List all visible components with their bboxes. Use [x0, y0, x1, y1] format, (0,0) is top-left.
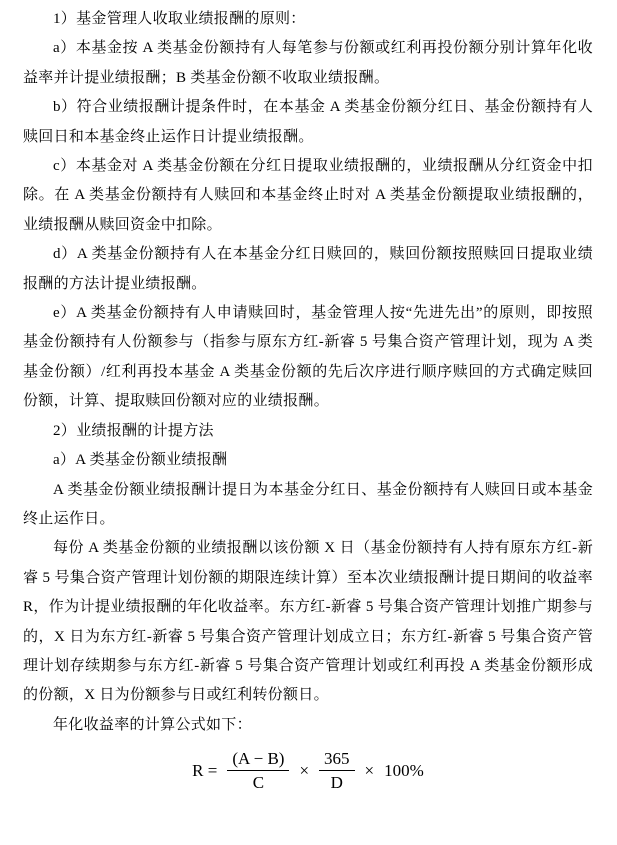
- formula-fraction-1-numerator: (A − B): [227, 748, 289, 771]
- formula-multiply-sign-2: ×: [364, 760, 375, 780]
- formula-result: 100%: [384, 760, 424, 780]
- paragraph-principle-c: c）本基金对 A 类基金份额在分红日提取业绩报酬的，业绩报酬从分红资金中扣除。在 A 类基金份额持有人赎回和本基金终止时对 A 类基金份额提取业绩报酬的，业绩报酬从赎回资金中扣除。: [23, 158, 593, 233]
- annualized-return-formula: [23, 748, 593, 794]
- paragraph-principle-d: d）A 类基金份额持有人在本基金分红日赎回的，赎回份额按照赎回日提取业绩报酬的方法计提业绩报酬。: [23, 246, 593, 292]
- paragraph-calculation-detail: 每份 A 类基金份额的业绩报酬以该份额 X 日（基金份额持有人持有原东方红-新睿 5 号集合资产管理计划份额的期限连续计算）至本次业绩报酬计提日期间的收益率 R，作为计提业绩报酬的年化收益率。东方红-新睿 5 号集合资产管理计划推广期参与的，X 日为东方红-新睿 5 号集合资产管理计划成立日；东方红-新睿 5 号集合资产管理计划存续期参与东方红-新睿 5 号集合资产管理计划或红利再投 A 类基金份额形成的份额，X 日为份额参与日或红利转份额日。: [23, 540, 593, 704]
- formula-fraction-2-numerator: 365: [319, 748, 355, 771]
- formula-fraction-2-denominator: D: [330, 773, 343, 793]
- paragraph-formula-intro: 年化收益率的计算公式如下：: [53, 716, 252, 733]
- paragraph-principle-e: e）A 类基金份额持有人申请赎回时，基金管理人按“先进先出”的原则，即按照基金份额持有人份额参与（指参与原东方红-新睿 5 号集合资产管理计划，现为 A 类基金份额）/红利再投本基金 A 类基金份额的先后次序进行顺序赎回的方式确定赎回份额，计算、提取赎回份额对应的业绩报酬。: [23, 305, 593, 410]
- formula-fraction-1: [227, 748, 289, 794]
- paragraph-method-heading: 2）业绩报酬的计提方法: [53, 422, 214, 439]
- paragraph-accrual-date: A 类基金份额业绩报酬计提日为本基金分红日、基金份额持有人赎回日或本基金终止运作日。: [23, 481, 593, 527]
- paragraph-principle-b: b）符合业绩报酬计提条件时，在本基金 A 类基金份额分红日、基金份额持有人赎回日和本基金终止运作日计提业绩报酬。: [23, 99, 593, 145]
- formula-lhs: R =: [192, 760, 218, 780]
- paragraph-principles-heading: 1）基金管理人收取业绩报酬的原则：: [53, 11, 306, 27]
- formula-multiply-sign-1: ×: [299, 760, 310, 780]
- paragraph-method-a-heading: a）A 类基金份额业绩报酬: [53, 452, 228, 469]
- formula-fraction-2: [319, 748, 355, 794]
- paragraph-principle-a: a）本基金按 A 类基金份额持有人每笔参与份额或红利再投份额分别计算年化收益率并计提业绩报酬；B 类基金份额不收取业绩报酬。: [23, 40, 593, 86]
- formula-fraction-1-denominator: C: [252, 773, 265, 793]
